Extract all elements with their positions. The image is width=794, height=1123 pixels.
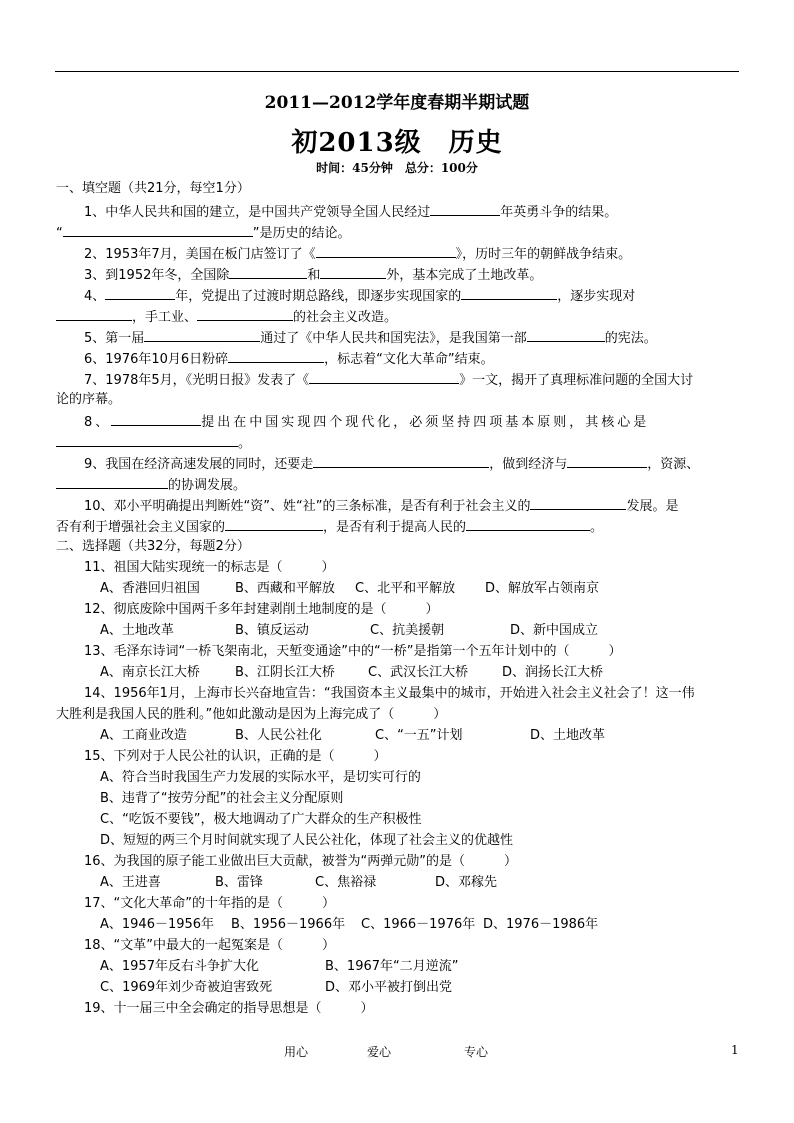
q1-line1: 1、中华人民共和国的建立，是中国共产党领导全国人民经过 年英勇斗争的结果。 [84,205,618,220]
q5-blank1[interactable] [144,329,260,342]
q3-blank1[interactable] [229,266,307,279]
q7-line1: 7、1978年5月，《光明日报》发表了《 》一文，揭开了真理标准问题的全国大讨 [84,373,694,388]
footer-text-1: 用心 [284,1045,309,1059]
q14-stem2: 大胜利是我国人民的胜利。”他如此激动是因为上海完成了（ ） [56,707,447,722]
q10-blank2[interactable] [225,518,323,531]
q12-option-b[interactable]: B、镇反运动 [235,623,309,638]
q15-option-a[interactable]: A、符合当时我国生产力发展的实际水平，是切实可行的 [100,770,421,785]
q15-option-d[interactable]: D、短短的两三个月时间就实现了人民公社化，体现了社会主义的优越性 [100,833,514,848]
q7-line2: 论的序幕。 [56,392,122,407]
q18-option-d[interactable]: D、邓小平被打倒出党 [325,980,453,995]
q13-stem: 13、毛泽东诗词“一桥飞架南北，天堑变通途”中的“一桥”是指第一个五年计划中的（ ） [84,644,622,659]
q18-option-a[interactable]: A、1957年反右斗争扩大化 [100,959,259,974]
exam-subject: 初2013级 历史 [291,128,503,158]
q16-option-a[interactable]: A、王进喜 [100,875,161,890]
q18-option-b[interactable]: B、1967年“二月逆流” [325,959,459,974]
q2-line: 2、1953年7月，美国在板门店签订了《 》，历时三年的朝鲜战争结束。 [84,247,632,262]
q8-line2: 。 [56,434,740,452]
q17-options [100,917,740,933]
q17-option-a[interactable]: A、1946－1956年 [100,917,215,932]
q4-blank1[interactable] [105,287,175,300]
q12-stem: 12、彻底废除中国两千多年封建剥削土地制度的是（ ） [84,602,439,617]
q14-option-c[interactable]: C、“一五”计划 [375,728,463,743]
q4-blank3[interactable] [56,308,132,321]
q11-option-a[interactable]: A、香港回归祖国 [100,581,200,596]
q17-option-d[interactable]: D、1976－1986年 [483,917,599,932]
q11-option-c[interactable]: C、北平和平解放 [355,581,456,596]
q15-stem: 15、下列对于人民公社的认识，正确的是（ ） [84,749,387,764]
q10-line2: 否有利于增强社会主义国家的 ，是否有利于提高人民的 。 [56,520,604,535]
q1-line2: “ ”是历史的结论。 [56,226,351,241]
q13-option-c[interactable]: C、武汉长江大桥 [368,665,469,680]
q12-option-a[interactable]: A、土地改革 [100,623,174,638]
q8-line1: 8、 提出在中国实现四个现代化，必须坚持四项基本原则，其核心是 [84,415,650,430]
q6-blank[interactable] [228,350,324,363]
q16-stem: 16、为我国的原子能工业做出巨大贡献，被誉为“两弹元勋”的是（ ） [84,854,518,869]
q4-blank4[interactable] [197,308,293,321]
q12-option-d[interactable]: D、新中国成立 [510,623,599,638]
q11-options [100,581,740,597]
q11-stem: 11、祖国大陆实现统一的标志是（ ） [84,560,335,575]
q19-stem: 19、十一届三中全会确定的指导思想是（ ） [84,1001,374,1016]
q2-blank[interactable] [316,245,456,258]
q10-blank3[interactable] [466,518,590,531]
q13-option-d[interactable]: D、润扬长江大桥 [502,665,604,680]
q14-options [100,728,740,744]
q4-line1: 4、 年，党提出了过渡时期总路线，即逐步实现国家的 ，逐步实现对 [84,289,636,304]
q14-stem: 14、1956年1月，上海市长兴奋地宣告：“我国资本主义最集中的城市，开始进入社会主义社会了！这一伟 [84,686,695,701]
q5-blank2[interactable] [527,329,605,342]
q18-stem: 18、“文革”中最大的一起冤案是（ ） [84,938,336,953]
q18-options-row2 [100,980,740,996]
q6-line: 6、1976年10月6日粉碎 ，标志着“文化大革命”结束。 [84,352,494,367]
q17-option-c[interactable]: C、1966－1976年 [361,917,476,932]
q15-option-c[interactable]: C、“吃饭不要钱”，极大地调动了广大群众的生产积极性 [100,812,422,827]
q17-stem: 17、“文化大革命”的十年指的是（ ） [84,896,336,911]
q14-option-d[interactable]: D、土地改革 [530,728,606,743]
q5-line: 5、第一届 通过了《中华人民共和国宪法》，是我国第一部 的宪法。 [84,331,657,346]
q11-option-b[interactable]: B、西藏和平解放 [235,581,335,596]
q8-blank2[interactable] [56,434,238,447]
section2-heading: 二、选择题（共32分，每题2分） [56,539,250,554]
q3-blank2[interactable] [320,266,386,279]
q16-options [100,875,740,891]
q14-option-b[interactable]: B、人民公社化 [235,728,322,743]
footer-text-3: 专心 [464,1045,489,1059]
q14-option-a[interactable]: A、工商业改造 [100,728,187,743]
q7-blank[interactable] [309,371,459,384]
q10-blank1[interactable] [530,497,626,510]
q3-line: 3、到1952年冬，全国除 和 外，基本完成了土地改革。 [84,268,543,283]
q9-line1: 9、我国在经济高速发展的同时，还要走 ，做到经济与 ，资源、 [84,457,700,472]
q15-option-b[interactable]: B、违背了“按劳分配”的社会主义分配原则 [100,791,344,806]
q16-option-b[interactable]: B、雷锋 [215,875,263,890]
q10-line1: 10、邓小平明确提出判断姓“资”、姓“社”的三条标准，是否有利于社会主义的 发展。是 [84,499,679,514]
q11-option-d[interactable]: D、解放军占领南京 [485,581,600,596]
q13-option-b[interactable]: B、江阴长江大桥 [235,665,335,680]
q9-blank3[interactable] [56,476,168,489]
q18-options-row1 [100,959,740,975]
q12-options [100,623,740,639]
q16-option-c[interactable]: C、焦裕禄 [315,875,377,890]
page-number: 1 [731,1043,739,1057]
q4-blank2[interactable] [461,287,557,300]
q9-line2: 的协调发展。 [56,476,740,494]
q12-option-c[interactable]: C、抗美援朝 [370,623,445,638]
exam-title: 2011—2012学年度春期半期试题 [264,93,530,113]
q1-blank1[interactable] [430,203,500,216]
q4-line2: ，手工业、 的社会主义改造。 [56,308,740,326]
exam-meta: 时间：45分钟 总分：100分 [316,161,478,175]
q9-blank2[interactable] [567,455,647,468]
header-rule [55,71,739,72]
section1-heading: 一、填空题（共21分，每空1分） [56,181,250,196]
q13-options [100,665,740,681]
q16-option-d[interactable]: D、邓稼先 [435,875,498,890]
q8-blank1[interactable] [111,413,201,426]
footer-text-2: 爱心 [367,1045,392,1059]
q18-option-c[interactable]: C、1969年刘少奇被迫害致死 [100,980,273,995]
q17-option-b[interactable]: B、1956－1966年 [231,917,346,932]
q9-blank1[interactable] [313,455,489,468]
q1-blank2[interactable] [63,224,253,237]
q13-option-a[interactable]: A、南京长江大桥 [100,665,200,680]
